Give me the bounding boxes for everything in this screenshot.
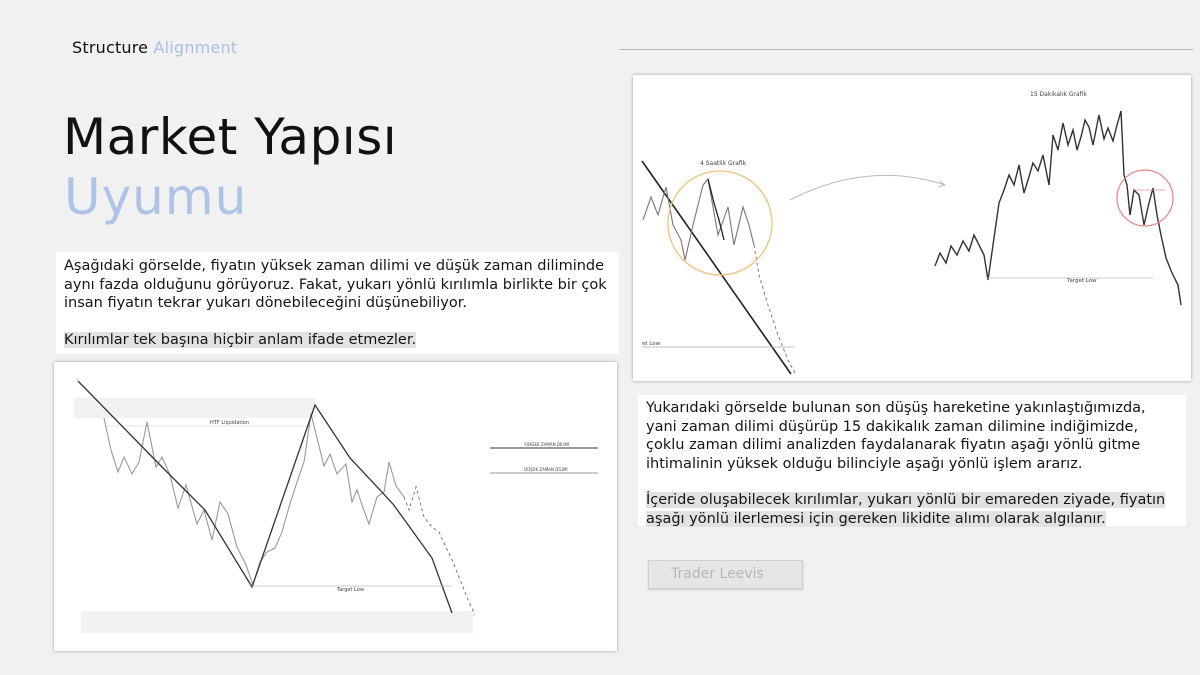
left-paragraph-2: Kırılımlar tek başına hiçbir anlam ifade etmezler.: [64, 331, 417, 348]
price-path-15m: [935, 111, 1181, 305]
slide-title-line1: Market Yapısı: [63, 108, 398, 166]
htf-price-path-4h: [708, 179, 724, 240]
zoom-arrow: [790, 175, 945, 200]
structure-alignment-figure: [54, 362, 617, 651]
slide-title-line2: Uyumu: [64, 168, 248, 226]
left-text-box: [56, 252, 619, 354]
header-divider: [620, 49, 1193, 50]
projected-path-4h: [754, 245, 795, 373]
ltf-price-path-4h: [643, 179, 754, 260]
header-title-main: Structure: [72, 38, 149, 57]
htf-liquidation-zone: [74, 398, 315, 418]
label-4h-chart: 4 Saatlik Grafik: [700, 160, 747, 167]
structure-alignment-svg: [54, 362, 617, 651]
timeframe-comparison-figure: [633, 75, 1191, 381]
legend-ltf-label: DÜŞÜK ZAMAN DİLİMİ: [524, 467, 568, 472]
right-paragraph-1: Yukarıdaki görselde bulunan son düşüş hareketine yakınlaştığımızda, yani zaman dilimi düşürüp 15 dakikalık zaman dilimine indiğimizde, çoklu zaman dilimi analizden faydalanarak fiyatın aşağı yönlü gitme ihtimalinin yüksek olduğu bilinciyle aşağı yönlü işlem ararız.: [646, 400, 1146, 472]
projected-path: [404, 487, 475, 615]
legend-htf-label: YÜKSEK ZAMAN DİLİMİ: [524, 442, 570, 447]
target-low-zone: [81, 611, 473, 633]
left-paragraph-1: Aşağıdaki görselde, fiyatın yüksek zaman dilimi ve düşük zaman diliminde aynı fazda olduğunu görüyoruz. Fakat, yukarı yönlü kırılımla birlikte bir çok insan fiyatın tekrar yukarı dönebileceğini düşünebiliyor.: [64, 258, 607, 311]
target-low-label-15m: Target Low: [1067, 278, 1097, 284]
right-paragraph-2: İçeride oluşabilecek kırılımlar, yukarı yönlü bir emareden ziyade, fiyatın aşağı yönlü ilerlemesi için gereken likidite alımı olarak algılanır.: [646, 492, 1166, 527]
timeframe-comparison-svg: [633, 75, 1191, 381]
right-text-box: [638, 395, 1186, 526]
target-low-label-4h: et Low: [642, 341, 661, 347]
trader-leevis-button[interactable]: Trader Leevis: [648, 560, 803, 589]
presentation-header: [72, 38, 237, 57]
target-low-label: Target Low: [337, 587, 364, 593]
label-15m-chart: 15 Dakikalık Grafik: [1030, 91, 1087, 98]
ltf-price-path: [104, 414, 404, 585]
htf-liquidation-label: HTF Liquidation: [210, 420, 250, 426]
header-title-accent: Alignment: [153, 38, 238, 57]
